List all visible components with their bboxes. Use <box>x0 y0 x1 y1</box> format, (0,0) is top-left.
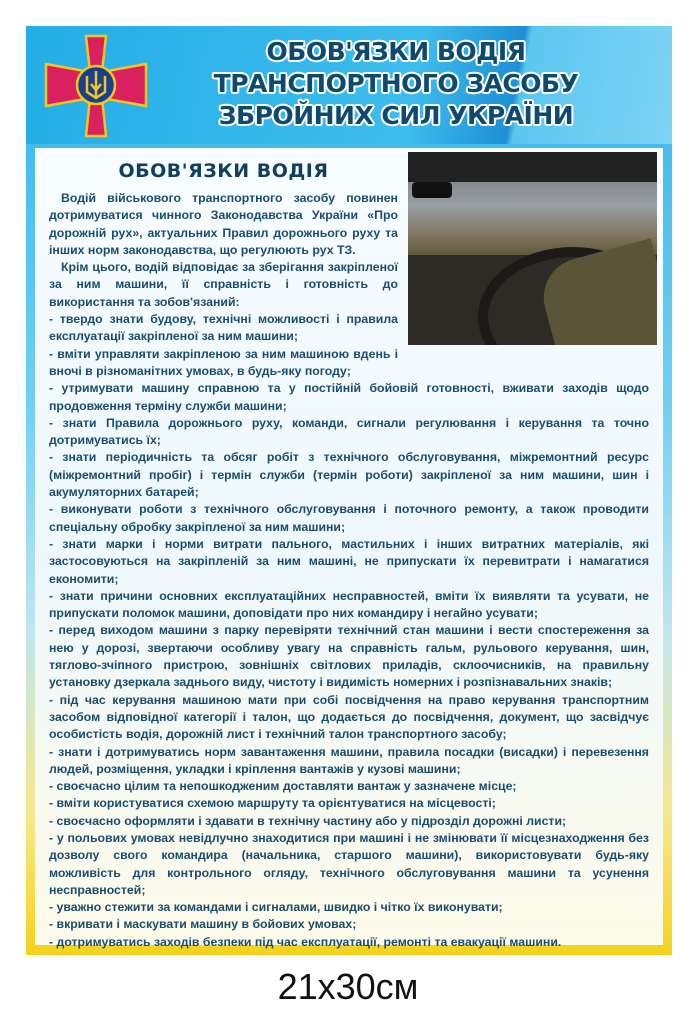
size-label: 21x30см <box>277 966 419 1007</box>
duty-item: - знати причини основних експлуатаційних несправностей, вміти їх виявляти та усувати, не припускати поломок машини, доповідати про них командиру і негайно усувати; <box>49 588 649 621</box>
duty-item: - у польових умовах невідлучно знаходитися при машині і не змінювати її місцезнаходження без дозволу свого командира (начальника, старшого машини), використовувати будь-яку можливість для контрольного огляду, технічного обслуговування машини та усунення несправностей; <box>49 830 649 897</box>
armed-forces-cross-emblem-icon <box>42 34 150 138</box>
intro-paragraph: Крім цього, водій відповідає за зберігання закріпленої за ним машини, її справність і готовність до використання та зобов'язаний: <box>49 260 398 309</box>
poster <box>26 26 672 955</box>
poster-header <box>26 26 672 144</box>
duty-item: - вкривати і маскувати машину в бойових умовах; <box>49 917 357 932</box>
duty-item: - вміти управляти закріпленою за ним машиною вдень і вночі в різноманітних умовах, в будь-яку погоду; <box>49 346 398 378</box>
poster-title <box>176 36 616 132</box>
mirror-shape <box>412 182 452 198</box>
content <box>49 148 649 951</box>
content-panel <box>35 148 663 949</box>
duty-item: - перед виходом машини з парку перевіряти технічний стан машини і вести спостереження за нею у дорозі, звертаючи особливу увагу на справність гальм, рульового керування, шин, тяглово-зчіпного пристрою, зовнішніх світлових приладів, склоочисників, на правильну установку дзеркала заднього виду, чистоту і видимість номерних і розпізнавальних знаків; <box>49 623 649 690</box>
title-line: ЗБРОЙНИХ СИЛ УКРАЇНИ <box>218 101 574 130</box>
duty-item: - своєчасно оформляти і здавати в технічну частину або у підрозділ дорожні листи; <box>49 813 567 828</box>
duty-item: - вміти користуватися схемою маршруту та орієнтуватися на місцевості; <box>49 796 496 811</box>
duty-item: - знати Правила дорожнього руху, команди, сигнали регулювання і керування та точно дотримуватись їх; <box>49 415 649 448</box>
duty-item: - знати і дотримуватись норм завантаження машини, правила посадки (висадки) і перевезення людей, розміщення, укладки і кріплення вантажів у кузові машини; <box>49 744 649 776</box>
duty-item: - дотримуватись заходів безпеки під час експлуатації, ремонті та евакуації машини. <box>49 934 562 949</box>
duty-item: - утримувати машину справною та у постійній бойовій готовності, вживати заходів щодо продовження терміну служби машини; <box>49 381 649 413</box>
duty-item: - виконувати роботи з технічного обслуговування і поточного ремонту, а також проводити спеціальну обробку закріпленої за ним машини; <box>49 502 649 534</box>
duty-item: - під час керування машиною мати при собі посвідчення на право керування транспортним засобом відповідної категорії і талон, що додається до посвідчення, документ, що засвідчує особистість водія, дорожній лист і технічний талон транспортного засобу; <box>49 692 649 742</box>
driver-photo <box>408 152 657 345</box>
duty-item: - твердо знати будову, технічні можливості і правила експлуатації закріпленої за ним машини; <box>49 312 398 344</box>
duty-item: - своєчасно цілим та непошкодженим доставляти вантаж у зазначене місце; <box>49 779 517 794</box>
section-heading: ОБОВ'ЯЗКИ ВОДІЯ <box>118 160 329 182</box>
intro-paragraph: Водій військового транспортного засобу повинен дотримуватися чинного Законодавства України «Про дорожній рух», актуальних Правил дорожнього руху та інших норм законодавства, що регулюють рух ТЗ. <box>49 191 398 257</box>
title-line: ТРАНСПОРТНОГО ЗАСОБУ <box>213 69 579 98</box>
duty-item: - знати періодичність та обсяг робіт з технічного обслуговування, міжремонтний ресурс (міжремонтний пробіг) і термін служби (термін роботи) закріпленої за ним машини, шин і акумуляторних батарей; <box>49 450 649 500</box>
duties-list <box>49 311 649 951</box>
duty-item: - уважно стежити за командами і сигналами, швидко і чітко їх виконувати; <box>49 900 503 915</box>
title-line: ОБОВ'ЯЗКИ ВОДІЯ <box>266 37 526 66</box>
duty-item: - знати марки і норми витрати пального, мастильних і інших витратних матеріалів, які застосовуються на закріпленій за ним машині, не припускати їх перевитрати і намагатися економити; <box>49 536 649 586</box>
